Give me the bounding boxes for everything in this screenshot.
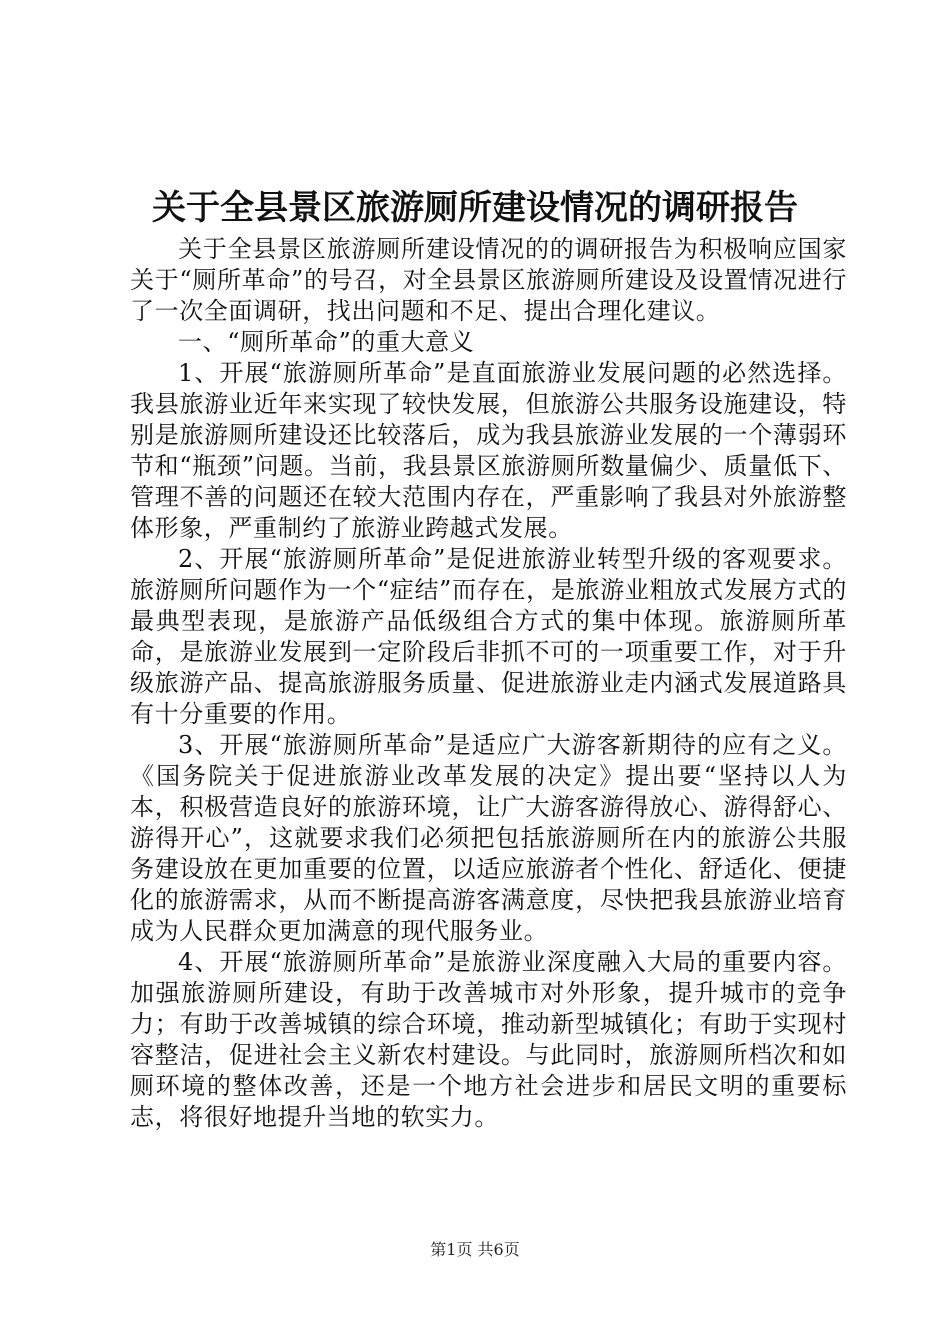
document-body bbox=[130, 234, 847, 1133]
section-heading: 一、“厕所革命”的重大意义 bbox=[178, 328, 475, 356]
body-paragraph-3: 3、开展“旅游厕所革命”是适应广大游客新期待的应有之义。《国务院关于促进旅游业改革发展的决定》提出要“坚持以人为本，积极营造良好的旅游环境，让广大游客游得放心、游得舒心、游得开心”，这就要求我们必须把包括旅游厕所在内的旅游公共服务建设放在更加重要的位置，以适应旅游者个性化、舒适化、便捷化的旅游需求，从而不断提高游客满意度，尽快把我县旅游业培育成为人民群众更加满意的现代服务业。 bbox=[130, 731, 847, 945]
body-paragraph-1: 1、开展“旅游厕所革命”是直面旅游业发展问题的必然选择。我县旅游业近年来实现了较快发展，但旅游公共服务设施建设，特别是旅游厕所建设还比较落后，成为我县旅游业发展的一个薄弱环节和“瓶颈”问题。当前，我县景区旅游厕所数量偏少、质量低下、管理不善的问题还在较大范围内存在，严重影响了我县对外旅游整体形象，严重制约了旅游业跨越式发展。 bbox=[130, 359, 847, 542]
document-title: 关于全县景区旅游厕所建设情况的调研报告 bbox=[152, 188, 798, 228]
body-paragraph-4: 4、开展“旅游厕所革命”是旅游业深度融入大局的重要内容。加强旅游厕所建设，有助于改善城市对外形象，提升城市的竞争力；有助于改善城镇的综合环境，推动新型城镇化；有助于实现村容整洁，促进社会主义新农村建设。与此同时，旅游厕所档次和如厕环境的整体改善，还是一个地方社会进步和居民文明的重要标志，将很好地提升当地的软实力。 bbox=[130, 948, 847, 1131]
page-number-footer: 第1页 共6页 bbox=[430, 1240, 520, 1259]
body-paragraph-2: 2、开展“旅游厕所革命”是促进旅游业转型升级的客观要求。旅游厕所问题作为一个“症结”而存在，是旅游业粗放式发展方式的最典型表现，是旅游产品低级组合方式的集中体现。旅游厕所革命，是旅游业发展到一定阶段后非抓不可的一项重要工作，对于升级旅游产品、提高旅游服务质量、促进旅游业走内涵式发展道路具有十分重要的作用。 bbox=[130, 545, 847, 728]
intro-paragraph: 关于全县景区旅游厕所建设情况的的调研报告为积极响应国家关于“厕所革命”的号召，对全县景区旅游厕所建设及设置情况进行了一次全面调研，找出问题和不足、提出合理化建议。 bbox=[130, 235, 847, 325]
